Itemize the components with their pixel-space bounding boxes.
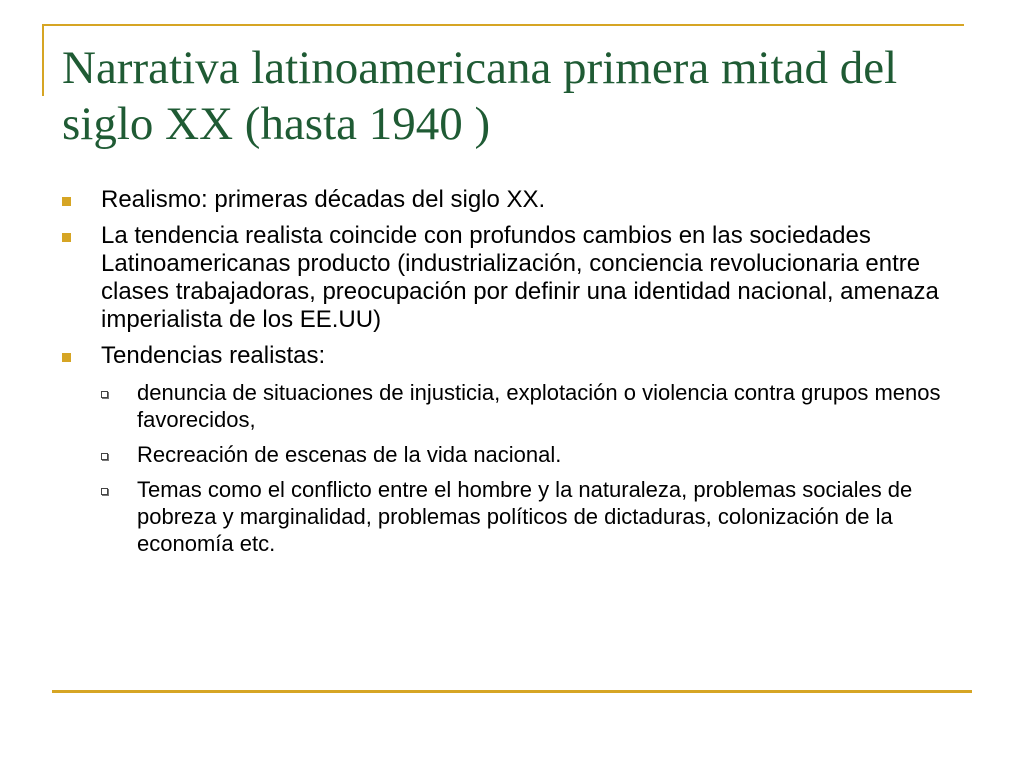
hollow-square-bullet-icon xyxy=(101,391,108,398)
bottom-accent-line xyxy=(52,690,972,693)
sub-bullet-item xyxy=(62,476,942,557)
bullet-item xyxy=(62,222,942,334)
sub-bullet-text: Temas como el conflicto entre el hombre y la naturaleza, problemas sociales de pobreza y marginalidad, problemas políticos de dictaduras, colonización de la economía etc. xyxy=(137,477,913,556)
square-bullet-icon xyxy=(62,353,71,362)
square-bullet-icon xyxy=(62,197,71,206)
top-accent-line xyxy=(42,24,964,26)
sub-bullet-text: Recreación de escenas de la vida nacional. xyxy=(137,442,562,467)
hollow-square-bullet-icon xyxy=(101,488,108,495)
bullet-text: Tendencias realistas: xyxy=(101,342,326,369)
square-bullet-icon xyxy=(62,233,71,242)
bullet-item xyxy=(62,342,942,557)
sub-bullet-list xyxy=(101,379,942,557)
left-accent-line xyxy=(42,24,44,96)
bullet-text: La tendencia realista coincide con profundos cambios en las sociedades Latinoamericanas producto (industrialización, conciencia revolucionaria entre clases trabajadoras, preocupación por definir una identidad nacional, amenaza imperialista de los EE.UU) xyxy=(101,222,939,333)
slide-content xyxy=(62,186,942,565)
slide-title: Narrativa latinoamericana primera mitad del siglo XX (hasta 1940 ) xyxy=(62,42,898,150)
bullet-item xyxy=(62,186,942,214)
sub-bullet-item xyxy=(62,379,942,433)
sub-bullet-item xyxy=(62,441,942,468)
bullet-text: Realismo: primeras décadas del siglo XX. xyxy=(101,186,546,213)
sub-bullet-text: denuncia de situaciones de injusticia, explotación o violencia contra grupos menos favorecidos, xyxy=(137,380,941,432)
hollow-square-bullet-icon xyxy=(101,453,108,460)
